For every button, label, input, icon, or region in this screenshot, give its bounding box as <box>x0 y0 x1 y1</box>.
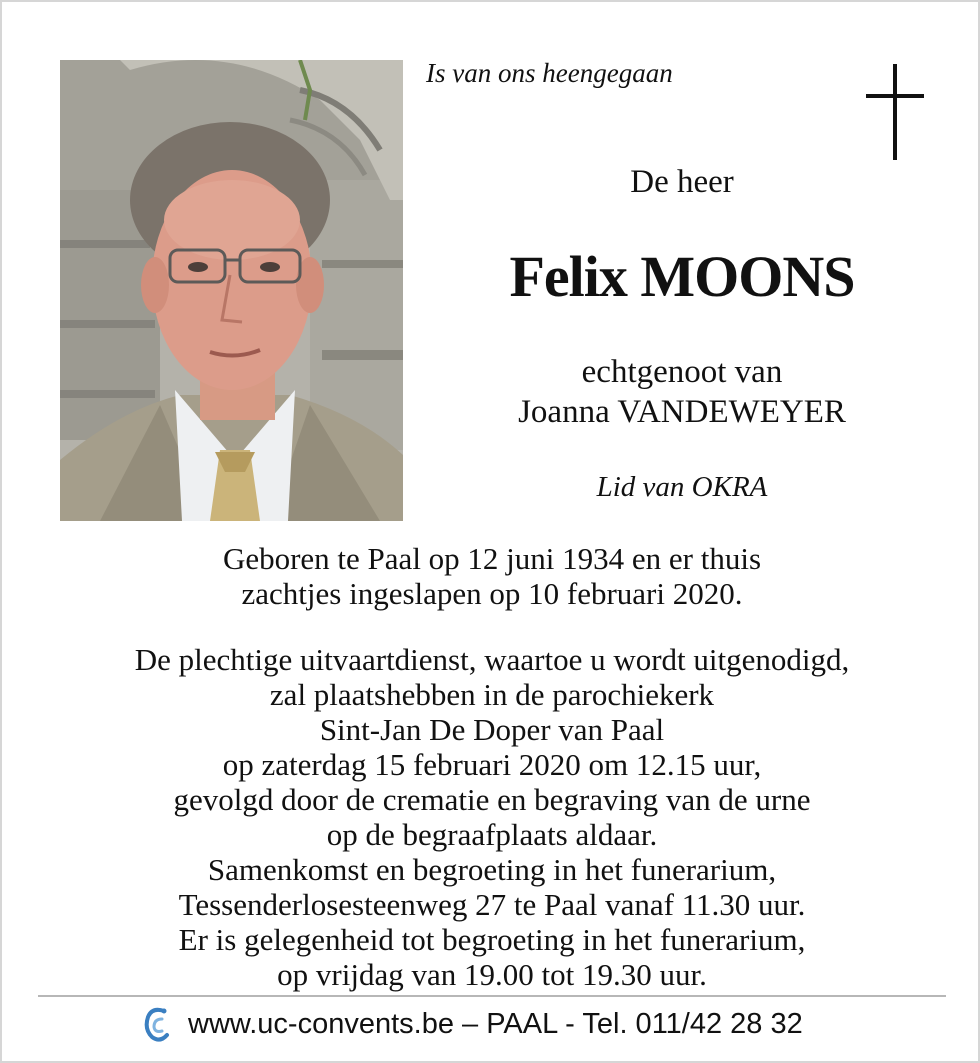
text-line: zal plaatshebben in de parochiekerk <box>269 677 715 712</box>
cross-icon <box>866 64 924 160</box>
spouse-relation: echtgenoot van <box>581 354 783 390</box>
footer <box>142 1004 803 1044</box>
text-line: op zaterdag 15 februari 2020 om 12.15 uur, <box>222 747 762 782</box>
text-line: Samenkomst en begroeting in het funerarium, <box>207 852 777 887</box>
text-line: Sint-Jan De Doper van Paal <box>319 712 665 747</box>
deceased-name: Felix MOONS <box>509 244 855 309</box>
text-line: Tessenderlosesteenweg 27 te Paal vanaf 11.30 uur. <box>178 887 806 922</box>
portrait-photo <box>60 60 403 521</box>
text-line: Geboren te Paal op 12 juni 1934 en er thuis <box>222 541 762 576</box>
footer-divider <box>38 995 946 997</box>
contact-line[interactable]: www.uc-convents.be – PAAL - Tel. 011/42 28 32 <box>188 1007 803 1040</box>
membership: Lid van OKRA <box>596 471 768 503</box>
text-line: gevolgd door de crematie en begraving van de urne <box>173 782 811 817</box>
spouse-name: Joanna VANDEWEYER <box>518 394 846 430</box>
text-line: De plechtige uitvaartdienst, waartoe u wordt uitgenodigd, <box>134 642 850 677</box>
funeral-service-block <box>42 642 942 992</box>
honorific: De heer <box>630 164 734 200</box>
text-line: zachtjes ingeslapen op 10 februari 2020. <box>241 576 743 611</box>
uc-convents-logo-icon <box>142 1005 172 1043</box>
spouse-block <box>442 352 922 432</box>
birth-death-block <box>42 541 942 611</box>
text-line: op de begraafplaats aldaar. <box>326 817 658 852</box>
text-line: Er is gelegenheid tot begroeting in het funerarium, <box>178 922 806 957</box>
text-line: op vrijdag van 19.00 tot 19.30 uur. <box>277 957 707 992</box>
intro-text: Is van ons heengegaan <box>426 58 673 88</box>
